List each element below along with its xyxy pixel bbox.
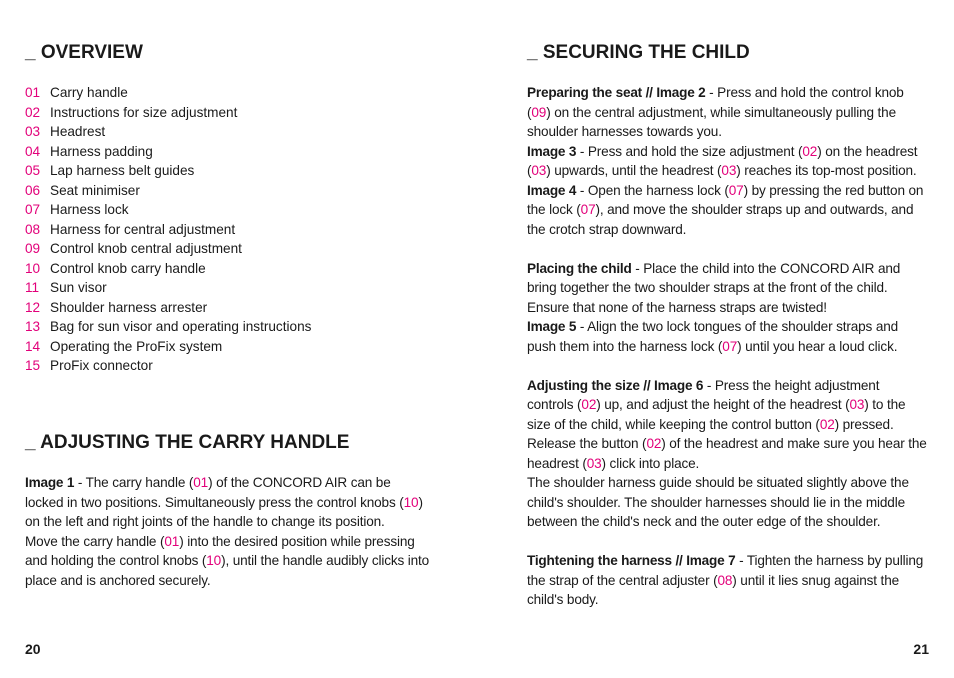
carry-paragraph-2: Move the carry handle (01) into the desired position while pressing and holding the control knobs (10), until the handle audibly clicks into place and is anchored securely.	[25, 533, 430, 588]
placing-warning: Ensure that none of the harness straps are twisted!	[527, 299, 827, 315]
overview-title: _ OVERVIEW	[25, 42, 143, 63]
list-item: 11 Sun visor	[25, 280, 107, 295]
list-item: 04 Harness padding	[25, 143, 153, 159]
list-item: 01 Carry handle	[25, 85, 128, 100]
list-item: 14 Operating the ProFix system	[25, 338, 223, 354]
securing-child-text	[527, 83, 929, 610]
carry-paragraph-1: Image 1 - The carry handle (01) of the CONCORD AIR can be locked in two positions. Simultaneously press the control knobs (10) on the left and right joints of the handle to change its position.	[25, 475, 423, 529]
list-item: 12 Shoulder harness arrester	[25, 299, 208, 315]
carry-handle-text	[25, 473, 430, 590]
placing-paragraph: Placing the child - Place the child into the CONCORD AIR and bring together the two shoulder straps at the front of the child.	[527, 260, 901, 295]
list-item: 10 Control knob carry handle	[25, 260, 206, 276]
page-number-left: 20	[25, 641, 41, 657]
list-item: 08 Harness for central adjustment	[25, 221, 236, 237]
tighten-paragraph: Tightening the harness // Image 7 - Tighten the harness by pulling the strap of the central adjuster (08) until it lies snug against the child's body.	[527, 553, 924, 607]
carry-handle-title: _ ADJUSTING THE CARRY HANDLE	[25, 432, 350, 453]
image4-paragraph: Image 4 - Open the harness lock (07) by pressing the red button on the lock (07), and move the shoulder straps up and outwards, and the crotch strap downward.	[527, 182, 924, 237]
prep-paragraph: Preparing the seat // Image 2 - Press and hold the control knob (09) on the central adjustment, while simultaneously pulling the shoulder harnesses towards you.	[527, 85, 904, 139]
list-item: 07 Harness lock	[25, 202, 129, 217]
list-item: 09 Control knob central adjustment	[25, 241, 242, 256]
list-item: 06 Seat minimiser	[25, 182, 140, 198]
image3-paragraph: Image 3 - Press and hold the size adjustment (02) on the headrest (03) upwards, until the headrest (03) reaches its top-most position.	[527, 143, 918, 178]
list-item: 05 Lap harness belt guides	[25, 163, 195, 178]
list-item: 03 Headrest	[25, 124, 106, 139]
page-number-right: 21	[913, 641, 929, 657]
paragraph-gap	[527, 356, 929, 376]
list-item: 13 Bag for sun visor and operating instructions	[25, 319, 312, 334]
image5-paragraph: Image 5 - Align the two lock tongues of the shoulder straps and push them into the harness lock (07) until you hear a loud click.	[527, 319, 899, 354]
list-item: 02 Instructions for size adjustment	[25, 104, 238, 120]
overview-list	[25, 83, 311, 376]
securing-child-title: _ SECURING THE CHILD	[527, 42, 750, 63]
list-item: 15 ProFix connector	[25, 358, 153, 373]
paragraph-gap	[527, 239, 929, 259]
paragraph-gap	[527, 532, 929, 552]
size-paragraph: Adjusting the size // Image 6 - Press the height adjustment controls (02) up, and adjust the height of the headrest (03) to the size of the child, while keeping the control button (02) pressed. Release the button (02) of the headrest and make sure you hear the headrest (03) click into place.	[527, 377, 927, 471]
harness-guide-paragraph: The shoulder harness guide should be situated slightly above the child's shoulder. The shoulder harnesses should lie in the middle between the child's neck and the outer edge of the shoulder.	[527, 475, 909, 529]
